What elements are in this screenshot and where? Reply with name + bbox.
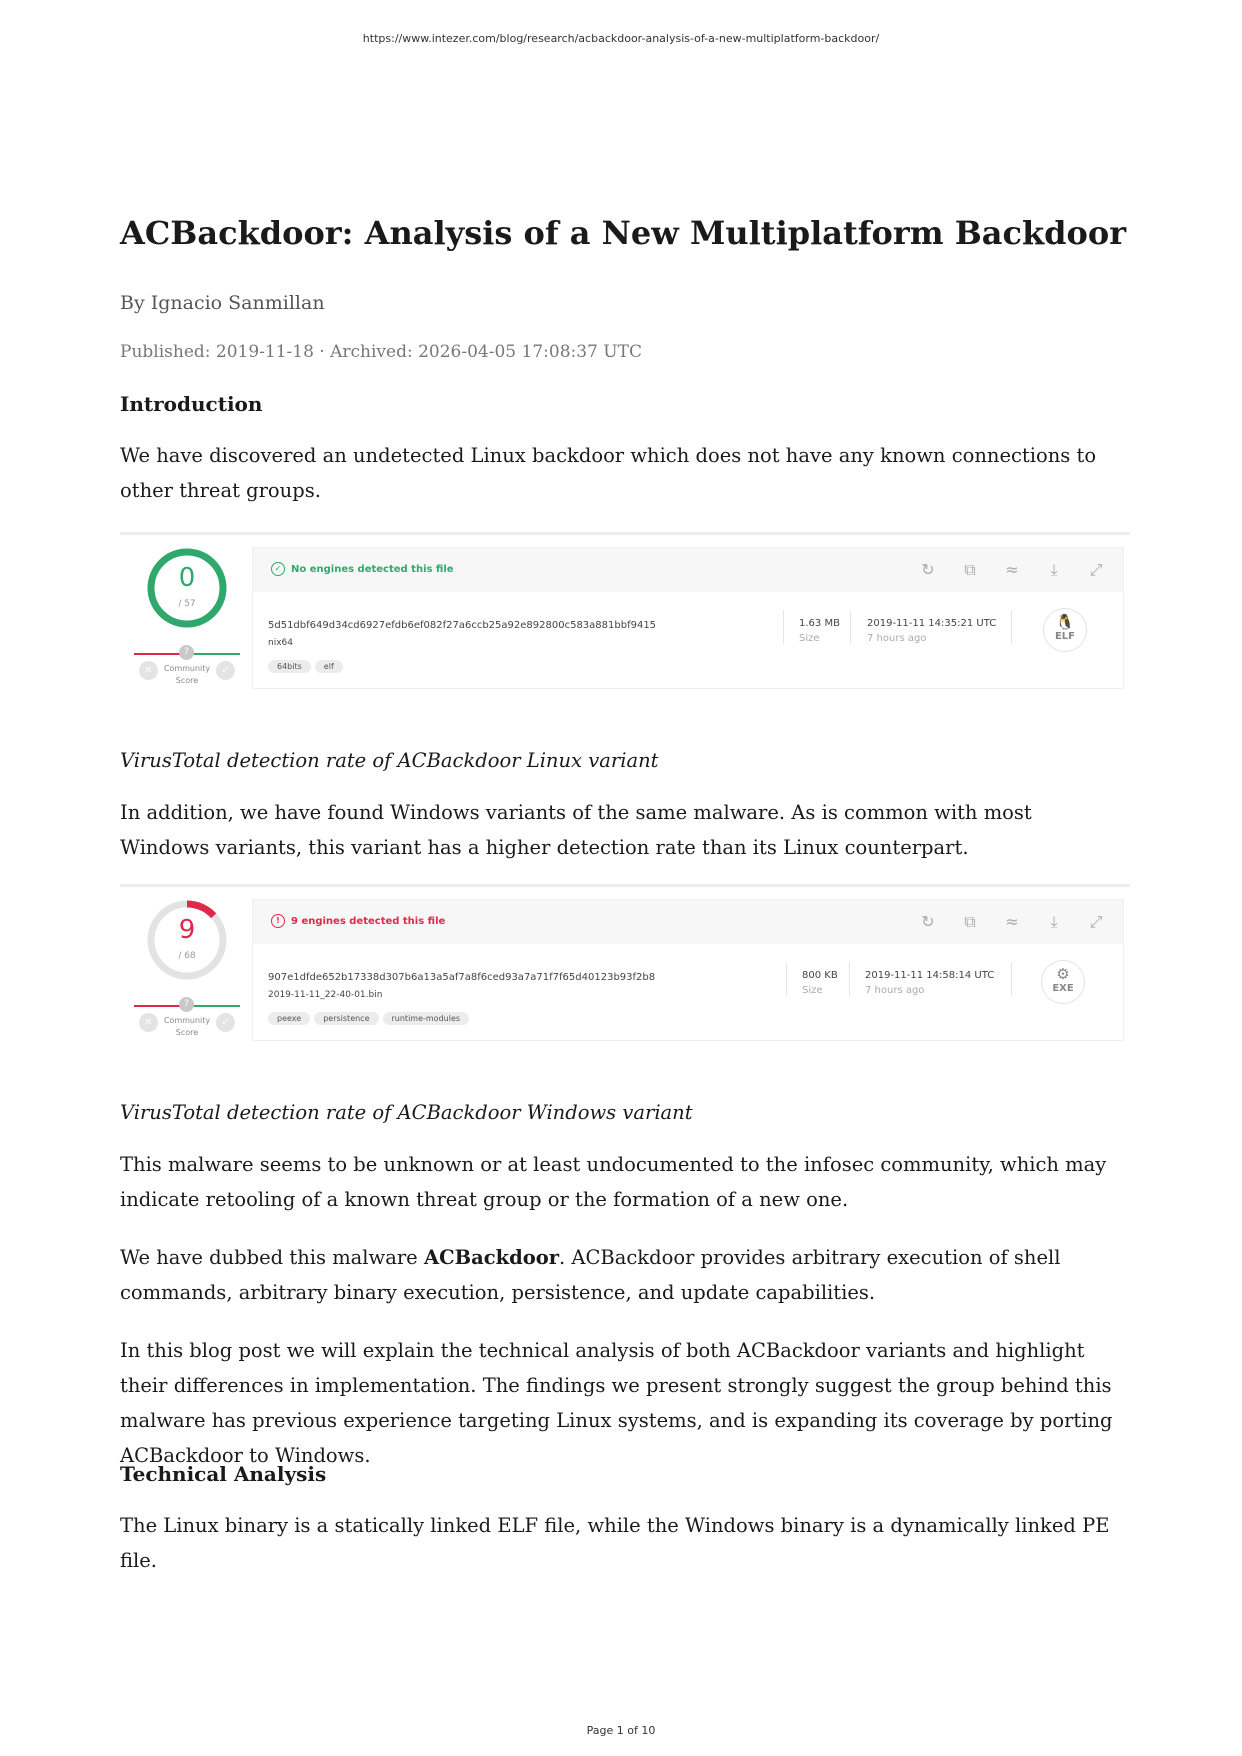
file-info-panel — [252, 547, 1124, 689]
engine-total: / 57 — [178, 599, 196, 609]
virustotal-windows-card — [120, 884, 1130, 1053]
reanalyze-icon[interactable]: ↻ — [921, 560, 935, 579]
panel-header — [253, 900, 1123, 944]
alert-circle-icon: ! — [271, 914, 285, 928]
caption-windows: VirusTotal detection rate of ACBackdoor Windows variant — [120, 1101, 693, 1124]
toolbar — [897, 560, 1107, 580]
tag-list — [268, 1006, 473, 1025]
virustotal-linux-card — [120, 532, 1130, 701]
paragraph-3: This malware seems to be unknown or at least undocumented to the infosec community, which may indicate retooling of a known threat group or the formation of a new one. — [120, 1153, 1107, 1211]
engine-total: / 68 — [178, 951, 196, 961]
file-size: 800 KB Size — [802, 970, 838, 996]
download-icon[interactable]: ⤓ — [1050, 560, 1058, 579]
divider — [786, 962, 787, 996]
file-hash[interactable]: 907e1dfde652b17338d307b6a13a5af7a8f6ced93a7a71f7f65d40123b93f2b8 — [268, 972, 656, 983]
malware-name: ACBackdoor — [423, 1246, 560, 1269]
tag[interactable]: persistence — [314, 1012, 378, 1025]
byline: By Ignacio Sanmillan — [120, 292, 325, 314]
file-name: nix64 — [268, 638, 293, 648]
community-score-label: Community Score — [163, 664, 211, 685]
similar-icon[interactable]: ⧉ — [964, 560, 976, 579]
file-name: 2019-11-11_22-40-01.bin — [268, 990, 383, 1000]
caption-linux: VirusTotal detection rate of ACBackdoor Linux variant — [120, 749, 659, 772]
community-score — [134, 997, 240, 1049]
file-info-panel — [252, 899, 1124, 1041]
linux-icon: 🐧 — [1055, 613, 1075, 631]
source-url[interactable]: https://www.intezer.com/blog/research/acbackdoor-analysis-of-a-new-multiplatform-backdoor/ — [362, 32, 880, 45]
graph-icon[interactable]: ≈ — [1005, 912, 1019, 931]
community-score-label: Community Score — [163, 1016, 211, 1037]
detection-count: 9 — [178, 915, 196, 945]
divider — [1011, 962, 1012, 996]
detection-status: ! 9 engines detected this file — [271, 914, 445, 928]
detection-status: ✓ No engines detected this file — [271, 562, 454, 576]
toolbar — [897, 912, 1107, 932]
panel-header — [253, 548, 1123, 592]
expand-icon[interactable]: ⤢ — [1089, 560, 1103, 579]
vote-malicious-icon[interactable]: ✕ — [139, 1013, 158, 1032]
reanalyze-icon[interactable]: ↻ — [921, 912, 935, 931]
paragraph-2: In addition, we have found Windows variants of the same malware. As is common with most Windows variants, this variant has a higher detection rate than its Linux counterpart. — [120, 801, 1032, 859]
divider — [849, 962, 850, 996]
page-number: Page 1 of 10 — [586, 1724, 656, 1737]
heading-technical-analysis: Technical Analysis — [120, 1462, 327, 1486]
download-icon[interactable]: ⤓ — [1050, 912, 1058, 931]
question-icon: ? — [179, 997, 194, 1012]
detection-score — [146, 547, 228, 629]
paragraph-6: The Linux binary is a statically linked ELF file, while the Windows binary is a dynamically linked PE file. — [120, 1514, 1110, 1572]
detection-count: 0 — [178, 563, 196, 593]
vote-harmless-icon[interactable]: ✓ — [216, 661, 235, 680]
analysis-date: 2019-11-11 14:35:21 UTC 7 hours ago — [867, 618, 997, 644]
community-score — [134, 645, 240, 697]
tag[interactable]: peexe — [268, 1012, 310, 1025]
publish-meta: Published: 2019-11-18 · Archived: 2026-04-05 17:08:37 UTC — [120, 342, 642, 362]
analysis-date: 2019-11-11 14:58:14 UTC 7 hours ago — [865, 970, 995, 996]
tag[interactable]: elf — [315, 660, 343, 673]
executable-icon: ⚙ — [1056, 965, 1070, 983]
paragraph-1: We have discovered an undetected Linux backdoor which does not have any known connections to other threat groups. — [120, 444, 1097, 502]
detection-score — [146, 899, 228, 981]
vote-harmless-icon[interactable]: ✓ — [216, 1013, 235, 1032]
divider — [783, 610, 784, 644]
paragraph-4: We have dubbed this malware ACBackdoor. ACBackdoor provides arbitrary execution of shell commands, arbitrary binary execution, persistence, and update capabilities. — [120, 1246, 1061, 1304]
question-icon: ? — [179, 645, 194, 660]
divider — [850, 610, 851, 644]
article-title: ACBackdoor: Analysis of a New Multiplatform Backdoor — [120, 214, 1127, 252]
similar-icon[interactable]: ⧉ — [964, 912, 976, 931]
filetype-badge: ⚙ EXE — [1041, 960, 1085, 1004]
file-hash[interactable]: 5d51dbf649d34cd6927efdb6ef082f27a6ccb25a92e892800c583a881bbf9415 — [268, 620, 657, 631]
check-circle-icon: ✓ — [271, 562, 285, 576]
divider — [1011, 610, 1012, 644]
tag[interactable]: 64bits — [268, 660, 311, 673]
vote-malicious-icon[interactable]: ✕ — [139, 661, 158, 680]
tag[interactable]: runtime-modules — [383, 1012, 470, 1025]
paragraph-5: In this blog post we will explain the technical analysis of both ACBackdoor variants and highlight their differences in implementation. The findings we present strongly suggest the group behind this malware has previous experience targeting Linux systems, and is expanding its coverage by porting ACBackdoor to Windows. — [120, 1339, 1113, 1467]
graph-icon[interactable]: ≈ — [1005, 560, 1019, 579]
filetype-badge: 🐧 ELF — [1043, 608, 1087, 652]
tag-list — [268, 654, 347, 673]
heading-introduction: Introduction — [120, 392, 263, 416]
expand-icon[interactable]: ⤢ — [1089, 912, 1103, 931]
file-size: 1.63 MB Size — [799, 618, 840, 644]
